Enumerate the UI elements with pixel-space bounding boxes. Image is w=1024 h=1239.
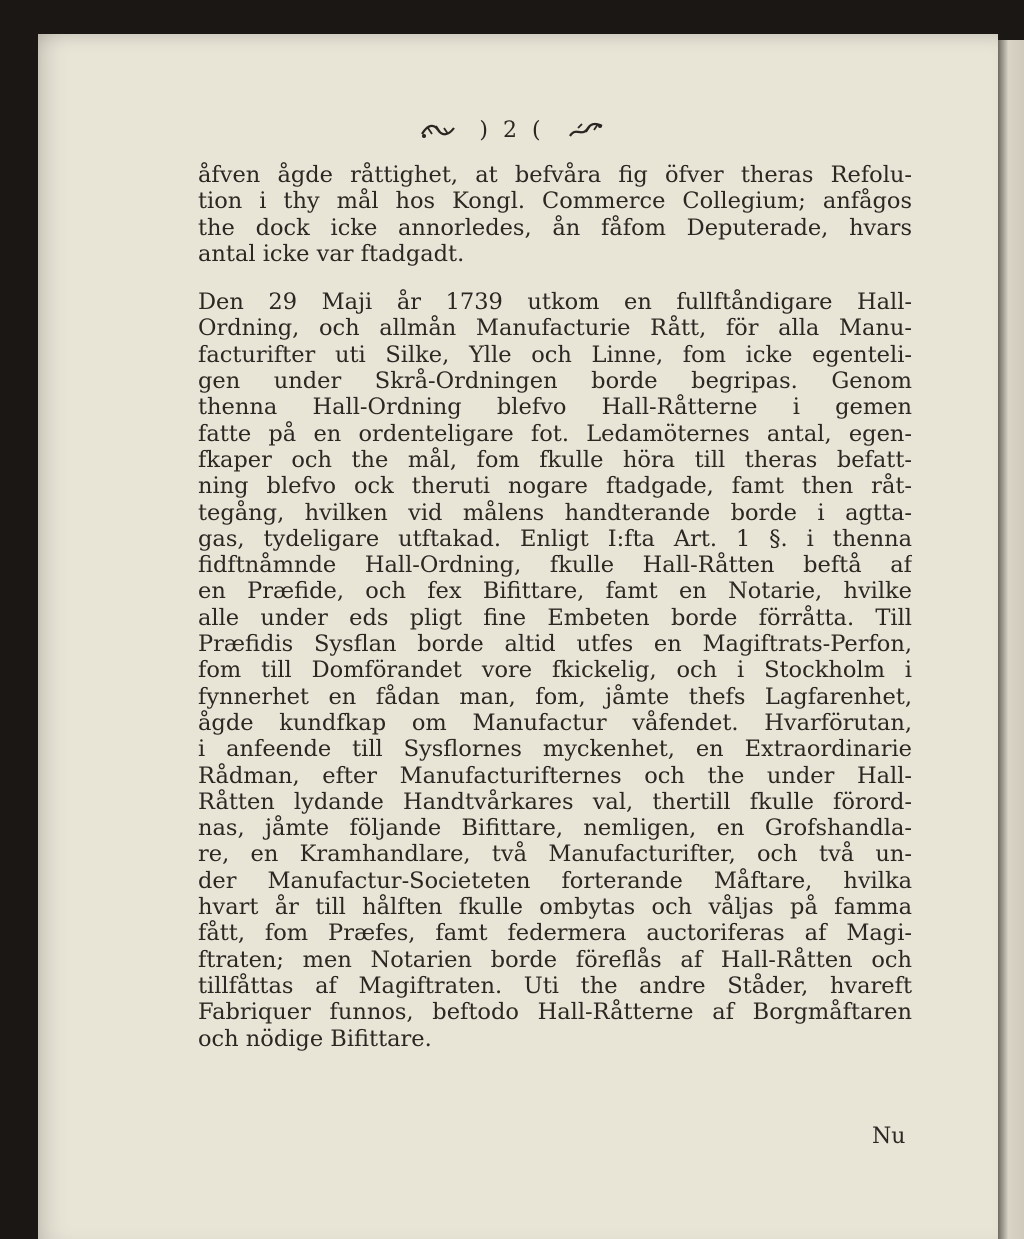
text-line: ning blefvo ock theruti nogare ftadgade, famt then råt- [198,473,912,500]
text-line: gen under Skrå-Ordningen borde begripas. Genom [198,368,912,395]
text-line: fom till Domförandet vore fkickelig, och i Stockholm i [198,657,912,684]
text-line: och nödige Bifittare. [198,1025,432,1052]
paragraph-1 [198,162,912,267]
text-line: tion i thy mål hos Kongl. Commerce Collegium; anfågos [198,188,912,215]
text-line: Præfidis Sysflan borde altid utfes en Magiftrats-Perfon, [198,631,912,658]
text-line: Ordning, och allmån Manufacturie Rått, för alla Manu- [198,315,912,342]
page-header [0,118,1024,154]
text-line: nas, jåmte följande Bifittare, nemligen, en Grofshandla- [198,815,912,842]
text-line: fatte på en ordenteligare fot. Ledamöternes antal, egen- [198,420,912,447]
text-line: fynnerhet en fådan man, fom, jåmte thefs Lagfarenhet, [198,683,912,710]
text-line: fidftnåmnde Hall-Ordning, fkulle Hall-Råtten beftå af [198,552,912,579]
text-line: the dock icke annorledes, ån fåfom Deputerade, hvars [198,214,912,241]
text-line: thenna Hall-Ordning blefvo Hall-Råtterne i gemen [198,394,912,421]
text-line: tillfåttas af Magiftraten. Uti the andre Ståder, hvareft [198,972,912,999]
text-line: Råtten lydande Handtvårkares val, thertill fkulle förord- [198,788,912,815]
text-line: fått, fom Præfes, famt federmera auctoriferas af Magi- [198,920,912,947]
text-line: ftraten; men Notarien borde föreflås af Hall-Råtten och [198,946,912,973]
text-line: hvart år till hålften fkulle ombytas och våljas på famma [198,894,912,921]
text-line: åfven ågde råttighet, at befvåra fig öfver theras Refolu- [198,162,912,188]
text-line: facturifter uti Silke, Ylle och Linne, fom icke egenteli- [198,341,912,368]
text-line: antal icke var ftadgadt. [198,240,465,267]
text-line: gas, tydeligare utftakad. Enligt I:fta Art. 1 §. i thenna [198,525,912,552]
left-fleuron-icon [418,120,458,142]
text-line: der Manufactur-Societeten forterande Måftare, hvilka [198,867,912,894]
body-text [198,162,912,1052]
right-fleuron-icon [566,120,606,142]
text-line: tegång, hvilken vid målens handterande borde i agtta- [198,499,912,526]
text-line: fkaper och the mål, fom fkulle höra till theras befatt- [198,446,912,473]
catchword: Nu [872,1124,906,1149]
text-line: Den 29 Maji år 1739 utkom en fullftåndigare Hall- [198,289,912,316]
adjacent-page-edge [998,40,1024,1239]
paragraph-2 [198,289,912,1052]
text-line: Rådman, efter Manufacturifternes och the under Hall- [198,762,912,789]
paragraph-gap [198,267,912,289]
text-line: en Præfide, och fex Bifittare, famt en Notarie, hvilke [198,578,912,605]
text-line: alle under eds pligt fine Embeten borde förråtta. Till [198,604,912,631]
page-number: ) 2 ( [479,118,545,143]
text-line: Fabriquer funnos, beftodo Hall-Råtterne af Borgmåftaren [198,999,912,1026]
text-line: re, en Kramhandlare, två Manufacturifter, och två un- [198,841,912,868]
text-line: i anfeende till Sysflornes myckenhet, en Extraordinarie [198,736,912,763]
text-line: ågde kundfkap om Manufactur våfendet. Hvarförutan, [198,709,912,736]
